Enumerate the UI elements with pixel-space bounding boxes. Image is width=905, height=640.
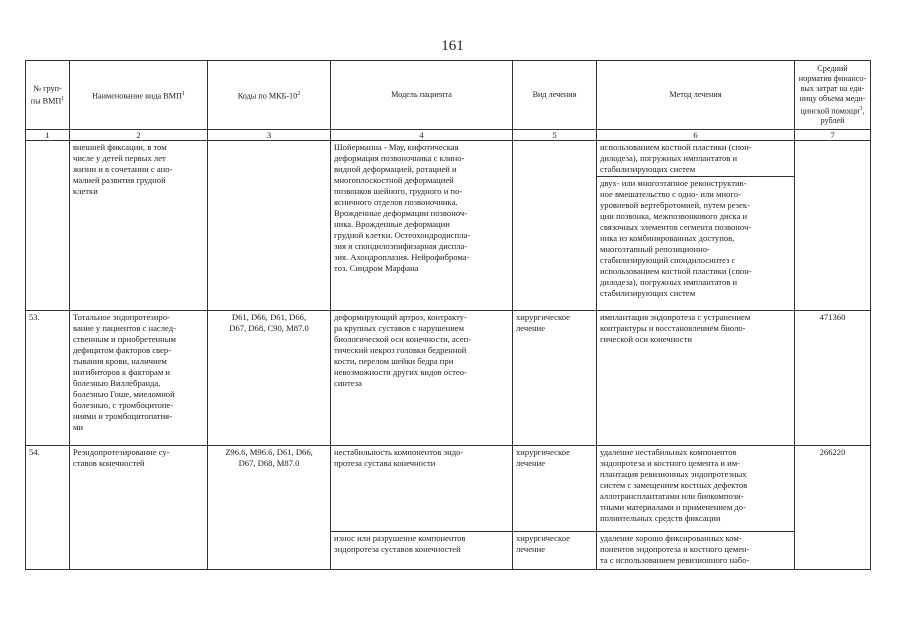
treatment-method-cell: удаление нестабильных компонентов эндопротеза и костного цемента и им- плантация ревизионных эндопротезных систем с замещением костных дефектов аллотрансплантатами или биокомпози- тными материалами и применением до- полнительных средств фиксации bbox=[597, 446, 795, 532]
header-patient-model: Модель пациента bbox=[331, 61, 513, 130]
column-number: 5 bbox=[513, 130, 597, 141]
patient-model-cell: деформирующий артроз, контракту- ра крупных суставов с нарушением биологической оси конечности, асеп- тический некроз головки бедренной кости, перелом шейки бедра при невозможности других видов остео- синтеза bbox=[331, 311, 513, 446]
column-number: 4 bbox=[331, 130, 513, 141]
icd-codes-cell bbox=[208, 141, 331, 311]
treatment-method-text: двух- или многоэтапное реконструктив- ное вмешательство с одно- или много- уровневой вертебротомией, путем резек- ции позвонка, межпозвонкового диска и связочных элементов сегмента позвоноч- ника из комбинированных доступов, многоэтапный репозиционно- стабилизирующий спондилосинтез с использованием костной пластики (спон- дилодеза), погружных имплантатов и стабилизирующих систем bbox=[597, 176, 794, 299]
header-vmp-name: Наименование вида ВМП$^1$ bbox=[70, 61, 208, 130]
page-number: 161 bbox=[441, 38, 464, 54]
patient-model-cell: Шойерманна - Мау, кифотическая деформация позвоночника с клино- видной деформацией, ротацией и многоплоскостной деформацией позвонков шейного, грудного и по- ясничного отделов позвоночника. Врожденные деформации позвоноч- ника. Врожденные деформации грудной клетки. Остеохондродиспла- зия и спондилоэпифизарная диспла- зия. Ахондроплазия. Нейрофиброма- тоз. Синдром Марфана bbox=[331, 141, 513, 311]
column-number-row bbox=[26, 130, 871, 141]
column-number: 2 bbox=[70, 130, 208, 141]
cost-cell: 266220 bbox=[795, 446, 871, 570]
column-number: 1 bbox=[26, 130, 70, 141]
column-number: 7 bbox=[795, 130, 871, 141]
header-cost-norm: Средний норматив финансо- вых затрат на еди- ницу объема меди- цинской помощи$^3$, рублей bbox=[795, 61, 871, 130]
group-number-cell bbox=[26, 141, 70, 311]
treatment-method-cell bbox=[597, 141, 795, 311]
header-group-number: № груп- пы ВМП$^1$ bbox=[26, 61, 70, 130]
treatment-method-cell: имплантация эндопротеза с устранением контрактуры и восстановлением биоло- гической оси конечности bbox=[597, 311, 795, 446]
group-number-cell: 54. bbox=[26, 446, 70, 570]
table-row-53 bbox=[26, 311, 871, 446]
treatment-type-cell bbox=[513, 141, 597, 311]
vmp-name-cell: Реэндопротезирование су- ставов конечностей bbox=[70, 446, 208, 570]
icd-codes-cell: D61, D66, D61, D66, D67, D68, C90, M87.0 bbox=[208, 311, 331, 446]
header-icd-codes: Коды по МКБ-$10^2$ bbox=[208, 61, 331, 130]
treatment-method-cell: удаление хорошо фиксированных ком- понентов эндопротеза и костного цемен- та с использованием ревизионного набо- bbox=[597, 532, 795, 570]
table-row-54 bbox=[26, 446, 871, 532]
patient-model-cell: нестабильность компонентов эндо- протеза сустава конечности bbox=[331, 446, 513, 532]
header-treatment-type: Вид лечения bbox=[513, 61, 597, 130]
column-number: 3 bbox=[208, 130, 331, 141]
column-number: 6 bbox=[597, 130, 795, 141]
treatment-type-cell: хирургическое лечение bbox=[513, 446, 597, 532]
vmp-name-cell: внешней фиксации, в том числе у детей первых лет жизни и в сочетании с ано- малией развития грудной клетки bbox=[70, 141, 208, 311]
header-row bbox=[26, 61, 871, 130]
vmp-name-cell: Тотальное эндопротезиро- вание у пациентов с наслед- ственным и приобретенным дефицитом факторов свер- тывания крови, наличием ингибиторов к факторам и болезнью Виллебранда, болезнью Гоше, миеломной болезнью, с тромбоцитопе- ниями и тромбоцитопатия- ми bbox=[70, 311, 208, 446]
cost-cell: 471360 bbox=[795, 311, 871, 446]
vmp-table bbox=[25, 60, 871, 570]
treatment-type-cell: хирургическое лечение bbox=[513, 311, 597, 446]
header-treatment-method: Метод лечения bbox=[597, 61, 795, 130]
treatment-method-text: использованием костной пластики (спон- дилодеза), погружных имплантатов и стабилизирующих систем bbox=[600, 142, 752, 174]
icd-codes-cell: Z96.6, M96.6, D61, D66, D67, D68, M87.0 bbox=[208, 446, 331, 570]
table-row-continuation bbox=[26, 141, 871, 311]
patient-model-cell: износ или разрушение компонентов эндопротеза суставов конечностей bbox=[331, 532, 513, 570]
cost-cell bbox=[795, 141, 871, 311]
treatment-type-cell: хирургическое лечение bbox=[513, 532, 597, 570]
group-number-cell: 53. bbox=[26, 311, 70, 446]
